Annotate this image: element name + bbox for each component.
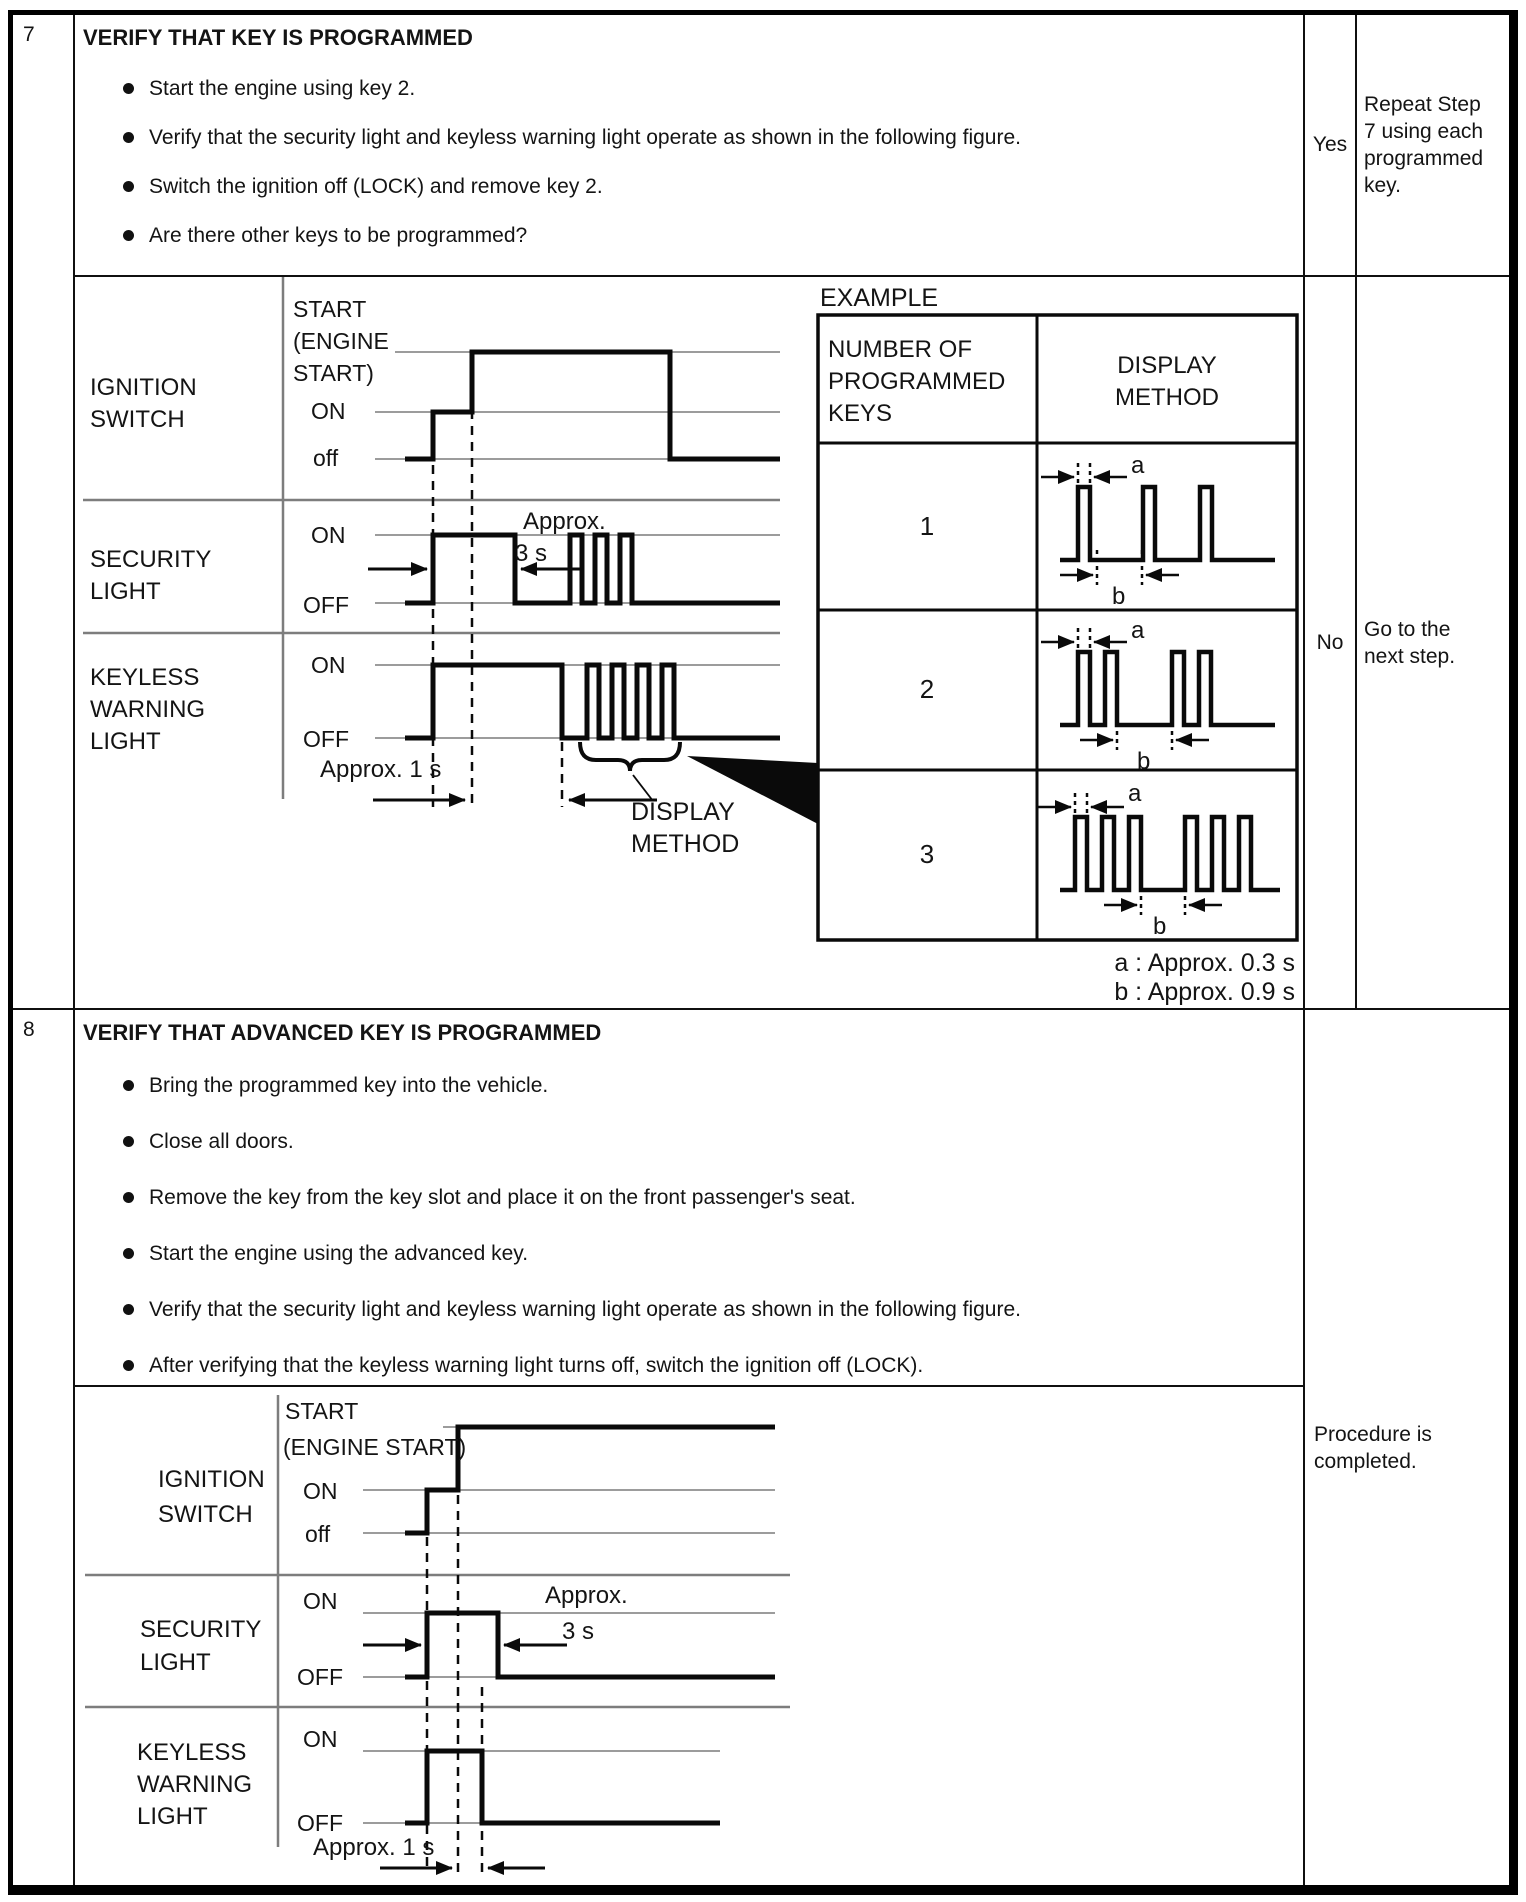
example-table xyxy=(818,284,1297,1006)
bullet-icon xyxy=(123,1360,134,1371)
brace-icon xyxy=(580,742,680,771)
step8-bullet-3: Remove the key from the key slot and place it on the front passenger's seat. xyxy=(149,1186,856,1209)
step8-number: 8 xyxy=(23,1018,35,1041)
svg-text:3 s: 3 s xyxy=(515,540,548,567)
step7-yes-action: Repeat Step 7 using each programmed key. xyxy=(1364,93,1484,197)
step7-bullet-4: Are there other keys to be programmed? xyxy=(149,224,528,247)
list-item xyxy=(123,77,1303,101)
list-item xyxy=(123,224,1303,248)
svg-text:(ENGINE: (ENGINE xyxy=(293,328,389,354)
bullet-icon xyxy=(123,1192,134,1203)
svg-text:PROGRAMMED: PROGRAMMED xyxy=(828,368,1006,395)
example-key-counts xyxy=(920,511,934,869)
step7-no-action-cell xyxy=(1357,277,1509,1010)
svg-text:Approx. 1 s: Approx. 1 s xyxy=(313,1834,435,1861)
svg-text:DISPLAY: DISPLAY xyxy=(1117,352,1217,379)
svg-text:START: START xyxy=(285,1398,359,1424)
svg-text:a : Approx. 0.3 s: a : Approx. 0.3 s xyxy=(1114,949,1295,977)
waveforms xyxy=(405,352,780,738)
step7-bullet-2: Verify that the security light and keyless warning light operate as shown in the following figure. xyxy=(149,126,1021,149)
svg-text:DISPLAY: DISPLAY xyxy=(631,798,735,826)
step8-bullet-4: Start the engine using the advanced key. xyxy=(149,1242,529,1265)
svg-text:SWITCH: SWITCH xyxy=(90,406,185,433)
svg-text:ON: ON xyxy=(303,1588,338,1614)
example-row1-waveform xyxy=(1041,452,1275,610)
example-footnotes xyxy=(1114,949,1295,1006)
svg-text:Approx.: Approx. xyxy=(523,508,606,535)
svg-text:LIGHT: LIGHT xyxy=(90,728,161,755)
svg-text:LIGHT: LIGHT xyxy=(137,1803,208,1830)
dashed-timing-lines xyxy=(427,1495,482,1872)
step7-instructions-cell xyxy=(75,15,1305,277)
bullet-icon xyxy=(123,1080,134,1091)
svg-text:a: a xyxy=(1131,452,1145,479)
step7-yes-cell xyxy=(1305,15,1357,277)
svg-text:2: 2 xyxy=(919,674,935,704)
list-item xyxy=(123,126,1303,150)
security-light-label: SECURITY xyxy=(90,546,212,573)
row-labels xyxy=(90,374,211,755)
svg-text:ON: ON xyxy=(311,398,346,424)
step7-figure-cell xyxy=(75,277,1305,1010)
step8-bullet-2: Close all doors. xyxy=(149,1130,294,1153)
step7-no-cell xyxy=(1305,277,1357,1010)
security-waveform xyxy=(405,535,780,603)
step8-bullet-1: Bring the programmed key into the vehicle. xyxy=(149,1074,549,1097)
svg-text:WARNING: WARNING xyxy=(90,696,206,723)
svg-text:ON: ON xyxy=(303,1478,338,1504)
step8-instructions-cell xyxy=(75,1010,1305,1387)
svg-text:b: b xyxy=(1137,748,1151,775)
list-item xyxy=(123,1242,1303,1266)
svg-text:b: b xyxy=(1153,913,1167,940)
svg-text:ON: ON xyxy=(303,1726,338,1752)
svg-text:METHOD: METHOD xyxy=(1115,384,1219,411)
svg-text:3: 3 xyxy=(919,839,935,869)
svg-text:SWITCH: SWITCH xyxy=(158,1501,253,1528)
step7-number-cell xyxy=(13,15,75,1010)
example-row2-waveform xyxy=(1041,617,1275,775)
list-item xyxy=(123,1074,1303,1098)
keyless-warning-light-label: KEYLESS xyxy=(137,1739,247,1766)
bullet-icon xyxy=(123,1136,134,1147)
svg-text:KEYS: KEYS xyxy=(828,400,893,427)
svg-text:LIGHT: LIGHT xyxy=(140,1649,211,1676)
svg-text:ON: ON xyxy=(311,522,346,548)
svg-text:1: 1 xyxy=(919,511,935,541)
step8-timing-diagram xyxy=(75,1387,1303,1885)
svg-text:b: b xyxy=(1112,583,1126,610)
svg-text:LIGHT: LIGHT xyxy=(90,578,161,605)
step7-no-action: Go to the next step. xyxy=(1364,617,1456,668)
svg-text:OFF: OFF xyxy=(303,726,349,752)
list-item xyxy=(123,1354,1303,1378)
step7-no-label: No xyxy=(1316,630,1344,654)
example-row3-waveform xyxy=(1038,780,1280,940)
svg-text:NUMBER OF: NUMBER OF xyxy=(828,336,972,363)
svg-text:METHOD: METHOD xyxy=(631,830,740,858)
step8-number-cell xyxy=(13,1010,75,1885)
bullet-icon xyxy=(123,230,134,241)
svg-text:(ENGINE START): (ENGINE START) xyxy=(283,1434,467,1460)
dashed-timing-lines xyxy=(433,362,562,807)
step8-figure-cell xyxy=(75,1387,1305,1885)
svg-text:Approx. 1 s: Approx. 1 s xyxy=(320,756,442,783)
level-labels xyxy=(293,296,389,752)
example-heading: EXAMPLE xyxy=(820,284,939,312)
step7-yes-label: Yes xyxy=(1312,133,1348,156)
ignition-waveform xyxy=(405,352,780,459)
step8-title: VERIFY THAT ADVANCED KEY IS PROGRAMMED xyxy=(83,1020,602,1045)
svg-text:ON: ON xyxy=(311,652,346,678)
list-item xyxy=(123,1186,1303,1210)
step8-bullet-6: After verifying that the keyless warning light turns off, switch the ignition off (LOCK). xyxy=(149,1354,924,1377)
keyless-1s-dimension xyxy=(320,756,657,800)
svg-text:START: START xyxy=(293,296,367,322)
step8-result: Procedure is completed. xyxy=(1314,1422,1432,1473)
list-item xyxy=(123,1298,1303,1322)
keyless-warning-light-label: KEYLESS xyxy=(90,664,200,691)
example-headers xyxy=(828,336,1219,427)
list-item xyxy=(123,1130,1303,1154)
keyless-waveform xyxy=(405,665,780,738)
svg-text:a: a xyxy=(1131,617,1145,644)
step8-bullet-5: Verify that the security light and keyless warning light operate as shown in the following figure. xyxy=(149,1298,1021,1321)
step8-bullet-list xyxy=(123,1074,1303,1378)
procedure-table xyxy=(8,10,1518,1895)
bullet-icon xyxy=(123,181,134,192)
bullet-icon xyxy=(123,1304,134,1315)
bullet-icon xyxy=(123,1248,134,1259)
step8-result-cell xyxy=(1305,1010,1509,1885)
svg-text:START): START) xyxy=(293,360,374,386)
step7-bullet-3: Switch the ignition off (LOCK) and remove key 2. xyxy=(149,175,603,198)
security-light-label: SECURITY xyxy=(140,1616,262,1643)
svg-text:OFF: OFF xyxy=(297,1664,343,1690)
list-item xyxy=(123,175,1303,199)
bullet-icon xyxy=(123,83,134,94)
bullet-icon xyxy=(123,132,134,143)
step7-number: 7 xyxy=(23,23,35,46)
svg-text:WARNING: WARNING xyxy=(137,1771,253,1798)
row-labels xyxy=(137,1466,265,1830)
keyless-waveform xyxy=(405,1751,720,1823)
level-labels xyxy=(283,1398,466,1836)
step7-bullet-list xyxy=(123,77,1303,248)
step7-title: VERIFY THAT KEY IS PROGRAMMED xyxy=(83,25,473,50)
step7-yes-action-cell xyxy=(1357,15,1509,277)
svg-text:a: a xyxy=(1128,780,1142,807)
svg-text:OFF: OFF xyxy=(303,592,349,618)
svg-text:Approx.: Approx. xyxy=(545,1582,628,1609)
step7-timing-diagram xyxy=(75,277,1303,1008)
ignition-switch-label: IGNITION xyxy=(158,1466,265,1493)
svg-text:b : Approx. 0.9 s: b : Approx. 0.9 s xyxy=(1114,978,1295,1006)
svg-text:3 s: 3 s xyxy=(562,1618,595,1645)
step7-bullet-1: Start the engine using key 2. xyxy=(149,77,416,100)
svg-text:off: off xyxy=(305,1521,331,1547)
ignition-switch-label: IGNITION xyxy=(90,374,197,401)
keyless-1s-dimension xyxy=(313,1834,545,1868)
svg-text:off: off xyxy=(313,445,339,471)
svg-text:OFF: OFF xyxy=(297,1810,343,1836)
